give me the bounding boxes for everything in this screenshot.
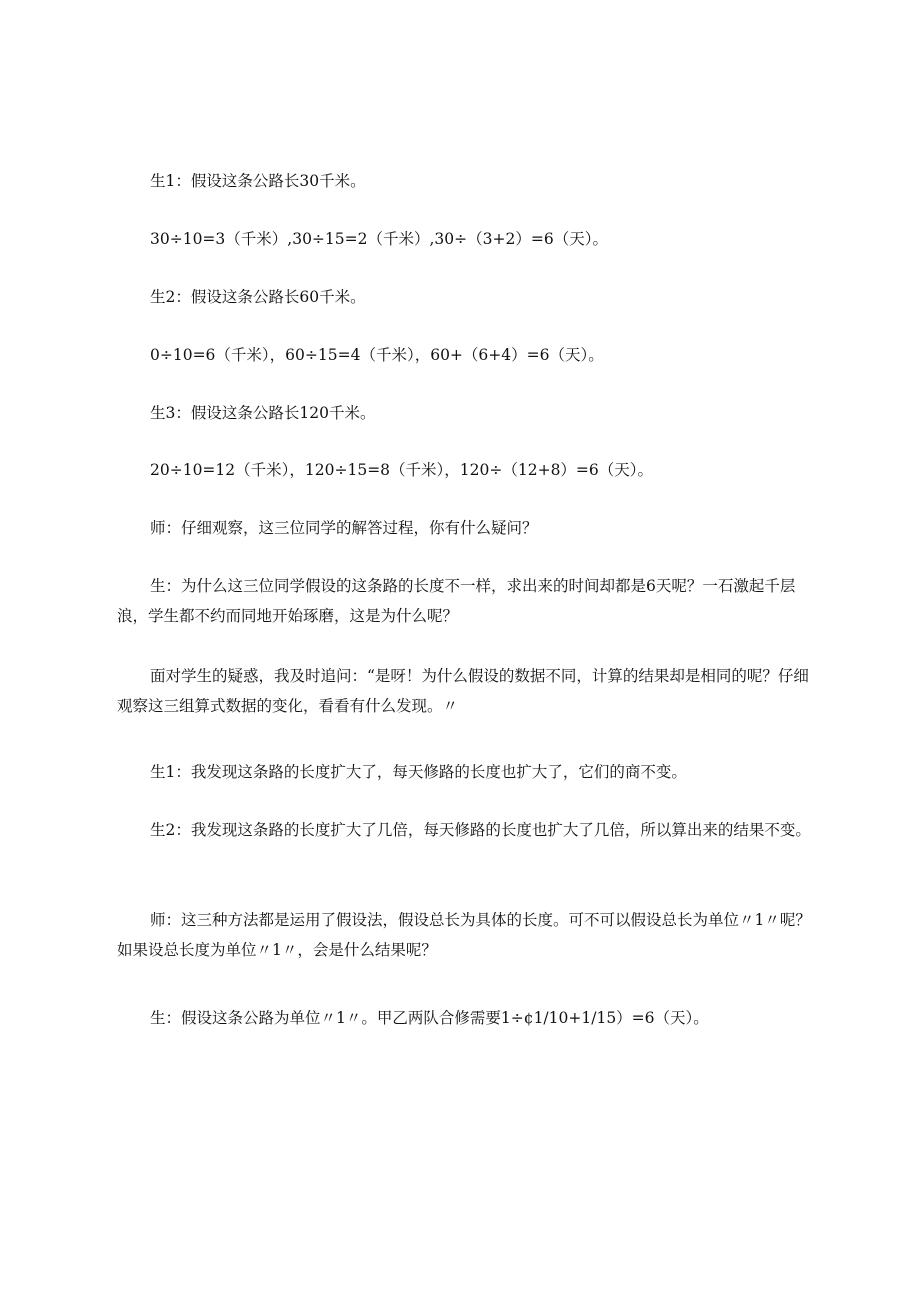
paragraph-student2-finding: 生2：我发现这条路的长度扩大了几倍，每天修路的长度也扩大了几倍，所以算出来的结果不变。 xyxy=(150,821,811,839)
paragraph-student2-assumption: 生2：假设这条公路长60千米。 xyxy=(150,288,366,306)
paragraph-student-unit-one-answer: 生：假设这条公路为单位〃1〃。甲乙两队合修需要1÷¢1/10+1/15）=6（天）。 xyxy=(150,1009,709,1027)
paragraph-student1-assumption: 生1：假设这条公路长30千米。 xyxy=(150,172,366,190)
paragraph-student3-assumption: 生3：假设这条公路长120千米。 xyxy=(150,404,376,422)
paragraph-teacher-followup: 面对学生的疑惑，我及时追问：“是呀！为什么假设的数据不同，计算的结果却是相同的呢？仔细观察这三组算式数据的变化，看看有什么发现。〃 xyxy=(117,667,809,715)
paragraph-calculation-60: 0÷10=6（千米），60÷15=4（千米），60+（6+4）=6（天）。 xyxy=(150,346,604,364)
paragraph-teacher-unit-one: 师：这三种方法都是运用了假设法，假设总长为具体的长度。可不可以假设总长为单位〃1〃呢？如果设总长度为单位〃1〃，会是什么结果呢？ xyxy=(117,911,811,959)
paragraph-teacher-question: 师：仔细观察，这三位同学的解答过程，你有什么疑问？ xyxy=(150,519,538,537)
paragraph-student-question: 生：为什么这三位同学假设的这条路的长度不一样，求出来的时间却都是6天呢？一石激起千层浪，学生都不约而同地开始琢磨，这是为什么呢？ xyxy=(117,577,796,625)
paragraph-calculation-30: 30÷10=3（千米）,30÷15=2（千米）,30÷（3+2）=6（天）。 xyxy=(150,230,608,248)
paragraph-calculation-120: 20÷10=12（千米），120÷15=8（千米），120÷（12+8）=6（天）。 xyxy=(150,461,654,479)
paragraph-student1-finding: 生1：我发现这条路的长度扩大了，每天修路的长度也扩大了，它们的商不变。 xyxy=(150,763,687,781)
